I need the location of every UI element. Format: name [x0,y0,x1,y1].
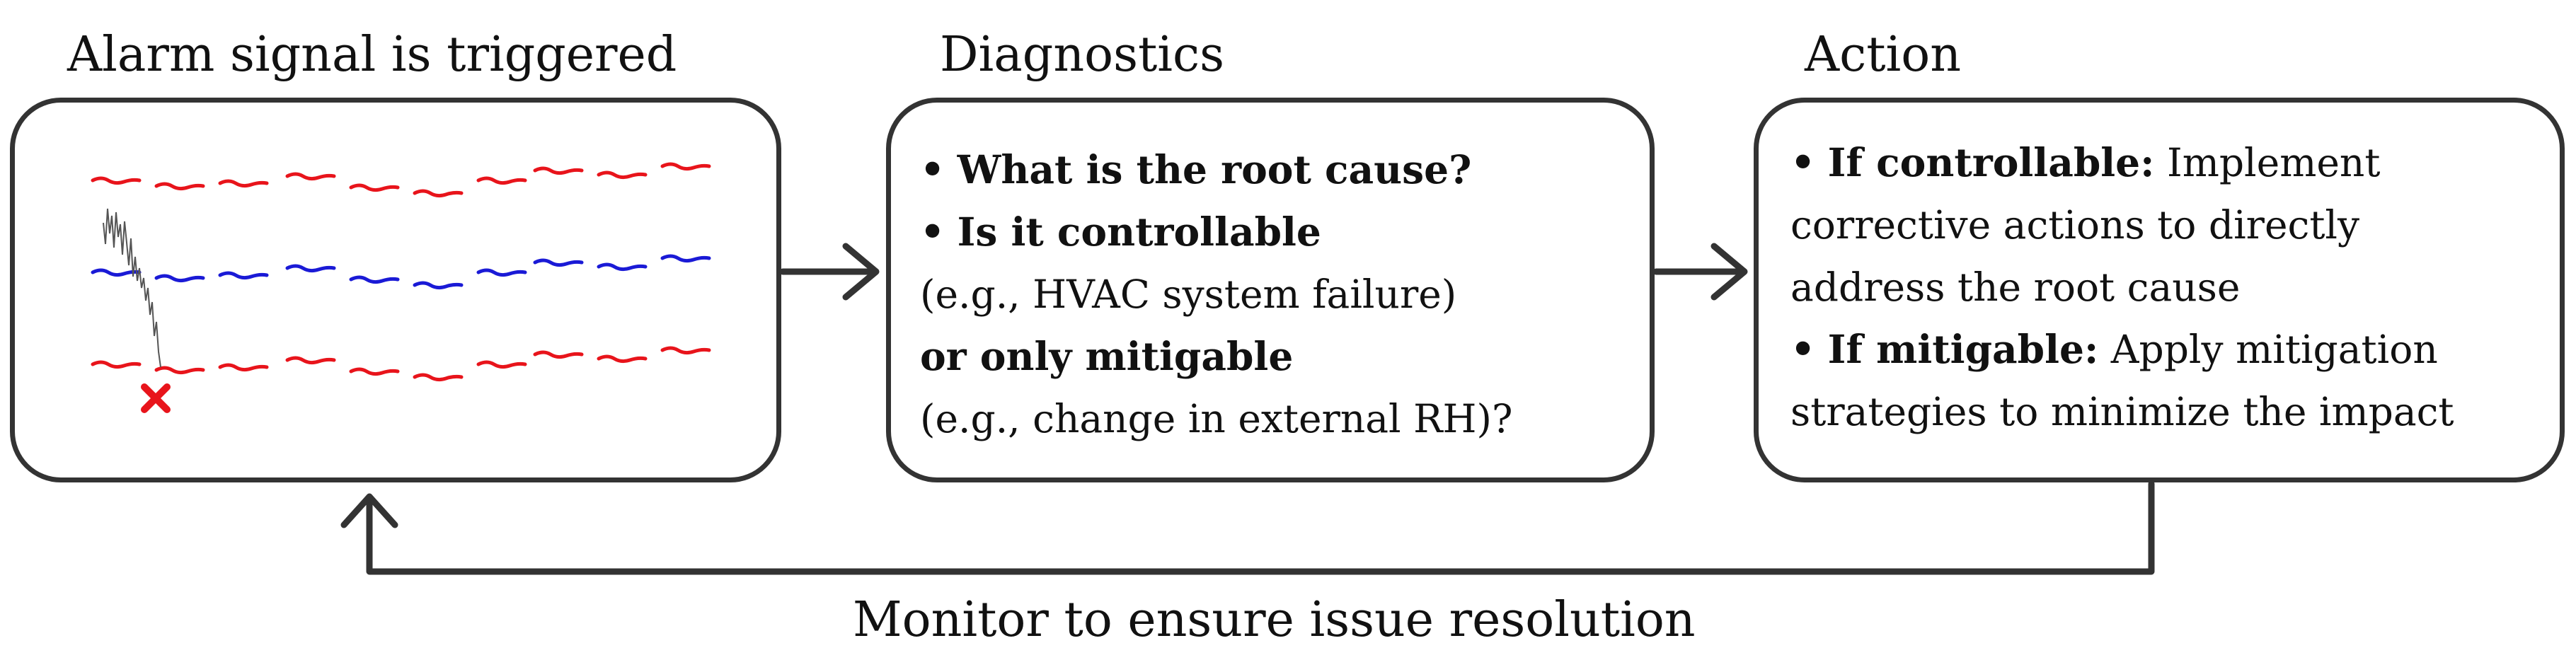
bullet-icon: • [1790,139,1816,185]
feedback-label: Monitor to ensure issue resolution [853,592,1696,648]
action-item-1-line-3: address the root cause [1790,265,2241,310]
stage1-title: Alarm signal is triggered [67,27,677,83]
diagnostics-bullet-1: • What is the root cause? [920,146,1472,192]
action-item-2-line-2: strategies to minimize the impact [1790,389,2454,434]
diagnostics-example-2: (e.g., change in external RH)? [920,396,1513,441]
action-item-1-line-2: corrective actions to directly [1790,202,2360,248]
bullet-icon: • [920,209,945,255]
diagnostics-bullet-2: • Is it controllable [920,209,1321,255]
action-item-2: • If mitigable: Apply mitigation [1790,326,2438,372]
stage3-title: Action [1805,27,1961,83]
arrow-diagnostics-to-action [1656,246,1744,297]
action-item-1: • If controllable: Implement [1790,139,2381,185]
diagnostics-example-1: (e.g., HVAC system failure) [920,272,1457,317]
feedback-loop-arrow [344,484,2151,572]
stage2-title: Diagnostics [940,27,1225,83]
bullet-icon: • [920,146,945,192]
bullet-icon: • [1790,326,1816,372]
arrow-alarm-to-diagnostics [783,246,876,297]
diagnostics-or: or only mitigable [920,333,1294,379]
